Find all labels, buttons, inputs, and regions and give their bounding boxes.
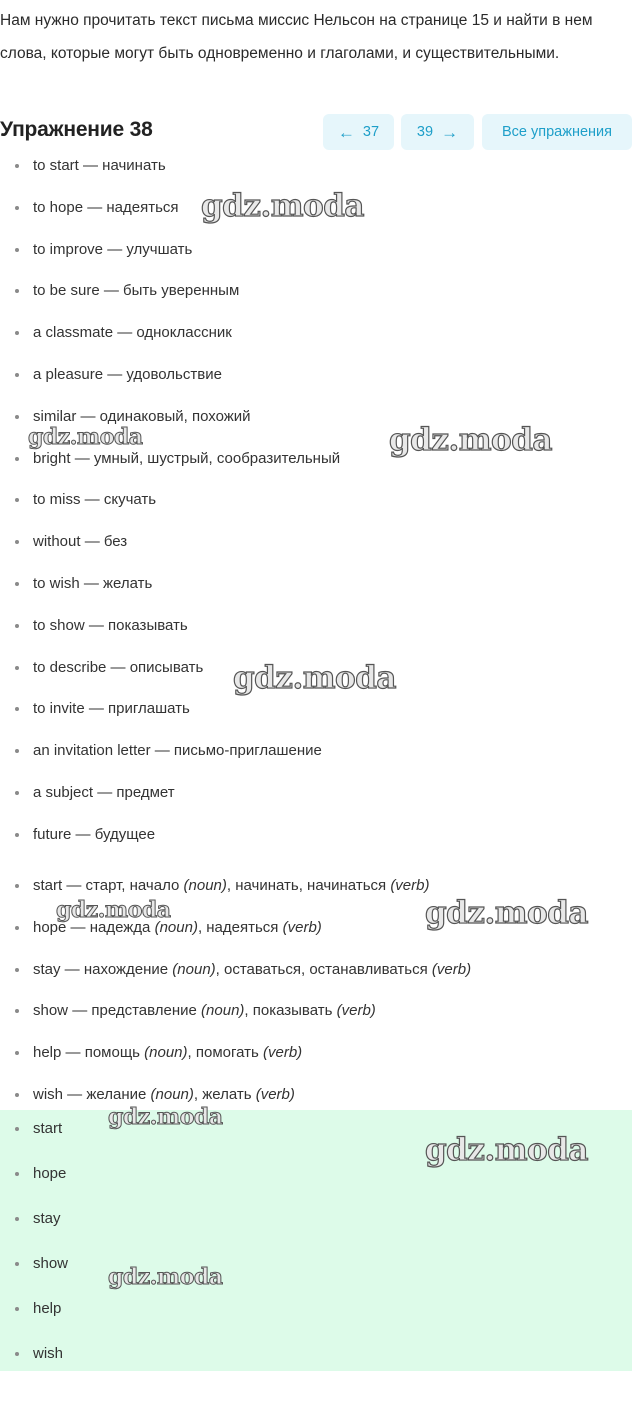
bullet-icon [15, 164, 19, 168]
vocabulary-text: similar — одинаковый, похожий [33, 407, 251, 425]
bullet-icon [15, 415, 19, 419]
watermark: gdz.moda [28, 424, 143, 450]
watermark: gdz.moda [425, 1132, 588, 1168]
verb-translation: , надеяться [197, 918, 279, 936]
dual-word: hope [33, 918, 67, 936]
vocabulary-text: to wish — желать [33, 575, 153, 592]
dual-word: start [33, 877, 63, 894]
verb-tag: (verb) [255, 1086, 295, 1103]
verb-translation: , помогать [187, 1044, 259, 1062]
dual-word-text [33, 958, 471, 982]
vocabulary-text: to be sure — быть уверенным [33, 282, 240, 300]
arrow-right-icon: → [441, 122, 459, 142]
vocabulary-text: a pleasure — удовольствие [33, 366, 222, 383]
bullet-icon [15, 248, 19, 252]
dual-word-text [33, 874, 429, 898]
bullet-icon [15, 1217, 19, 1221]
answer-text: show [33, 1255, 69, 1272]
prev-exercise-label: 37 [362, 124, 380, 140]
verb-tag: (verb) [336, 1002, 376, 1020]
bullet-icon [15, 1352, 19, 1356]
dual-word-dash: — [60, 960, 84, 978]
dual-word-dash: — [68, 1002, 92, 1020]
bullet-icon [15, 1172, 19, 1176]
prev-exercise-button[interactable] [323, 114, 394, 150]
bullet-icon [15, 373, 19, 377]
verb-translation: , желать [193, 1086, 252, 1103]
dual-word-dash: — [63, 1086, 87, 1103]
arrow-left-icon: ← [337, 122, 355, 142]
bullet-icon [15, 582, 19, 586]
vocabulary-text: to start — начинать [33, 157, 166, 174]
watermark: gdz.moda [108, 1264, 223, 1290]
bullet-icon [15, 331, 19, 335]
answer-text: stay [33, 1210, 61, 1227]
noun-translation: старт, начало [85, 877, 180, 894]
bullet-icon [15, 498, 19, 502]
all-exercises-button[interactable] [482, 114, 632, 150]
answer-text: start [33, 1120, 63, 1137]
bullet-icon [15, 968, 19, 972]
bullet-icon [15, 540, 19, 544]
noun-tag: (noun) [201, 1002, 245, 1020]
all-exercises-label: Все упражнения [502, 124, 612, 140]
watermark: gdz.moda [201, 188, 364, 224]
watermark: gdz.moda [56, 897, 171, 923]
bullet-icon [15, 1093, 19, 1097]
answer-text: help [33, 1300, 62, 1317]
intro-text: Нам нужно прочитать текст письма миссис Нельсон на странице 15 и найти в нем слова, которые могут быть одновременно и глаголами, и существительными. [0, 12, 593, 62]
dual-word-text [33, 999, 376, 1023]
watermark: gdz.moda [233, 660, 396, 696]
noun-tag: (noun) [144, 1044, 188, 1062]
answer-box [0, 1110, 632, 1371]
noun-translation: помощь [84, 1044, 140, 1062]
vocabulary-text: future — будущее [33, 825, 156, 843]
dual-word: stay [33, 960, 61, 978]
noun-translation: нахождение [83, 960, 169, 978]
noun-translation: представление [91, 1002, 197, 1020]
vocabulary-text: bright — умный, шустрый, сообразительный [33, 449, 341, 467]
bullet-icon [15, 289, 19, 293]
noun-tag: (noun) [154, 918, 198, 936]
bullet-icon [15, 206, 19, 210]
bullet-icon [15, 926, 19, 930]
bullet-icon [15, 884, 19, 888]
verb-translation: , показывать [244, 1002, 333, 1020]
verb-translation: , начинать, начинаться [226, 877, 387, 894]
noun-tag: (noun) [183, 877, 227, 894]
bullet-icon [15, 1262, 19, 1266]
vocabulary-text: to hope — надеяться [33, 198, 179, 216]
noun-translation: надежда [89, 918, 151, 936]
dual-word-dash: — [61, 1044, 85, 1062]
vocabulary-text: an invitation letter — письмо-приглашение [33, 742, 322, 760]
noun-tag: (noun) [150, 1086, 194, 1103]
dual-word: help [33, 1044, 62, 1062]
watermark: gdz.moda [389, 422, 552, 458]
vocabulary-text: a subject — предмет [33, 784, 175, 801]
bullet-icon [15, 1127, 19, 1131]
bullet-icon [15, 1307, 19, 1311]
vocabulary-text: to invite — приглашать [33, 700, 190, 718]
bullet-icon [15, 833, 19, 837]
bullet-icon [15, 457, 19, 461]
vocabulary-text: to show — показывать [33, 616, 188, 634]
noun-tag: (noun) [172, 960, 216, 978]
verb-tag: (verb) [262, 1044, 303, 1062]
verb-tag: (verb) [431, 960, 472, 978]
answer-text: hope [33, 1165, 67, 1182]
dual-word: wish [33, 1086, 64, 1103]
bullet-icon [15, 624, 19, 628]
exercise-title: Упражнение 38 [0, 118, 153, 141]
bullet-icon [15, 666, 19, 670]
verb-translation: , оставаться, останавливаться [215, 960, 428, 978]
bullet-icon [15, 791, 19, 795]
exercise-header [0, 114, 632, 152]
bullet-icon [15, 749, 19, 753]
dual-word: show [33, 1002, 69, 1020]
next-exercise-button[interactable] [401, 114, 474, 150]
watermark: gdz.moda [108, 1104, 223, 1130]
dual-word-dash: — [62, 877, 86, 894]
vocabulary-text: a classmate — одноклассник [33, 324, 232, 342]
noun-translation: желание [86, 1086, 147, 1103]
answer-text: wish [33, 1345, 64, 1362]
verb-tag: (verb) [390, 877, 430, 894]
vocabulary-text: to describe — описывать [33, 658, 204, 676]
watermark: gdz.moda [425, 895, 588, 931]
dual-word-text [33, 916, 322, 940]
next-exercise-label: 39 [416, 124, 434, 140]
vocabulary-text: to improve — улучшать [33, 240, 193, 258]
verb-tag: (verb) [282, 918, 322, 936]
dual-word-text [33, 1041, 302, 1065]
bullet-icon [15, 707, 19, 711]
dual-word-dash: — [66, 918, 90, 936]
vocabulary-text: to miss — скучать [33, 491, 157, 509]
vocabulary-text: without — без [33, 533, 128, 551]
dual-word-text [33, 1083, 295, 1107]
